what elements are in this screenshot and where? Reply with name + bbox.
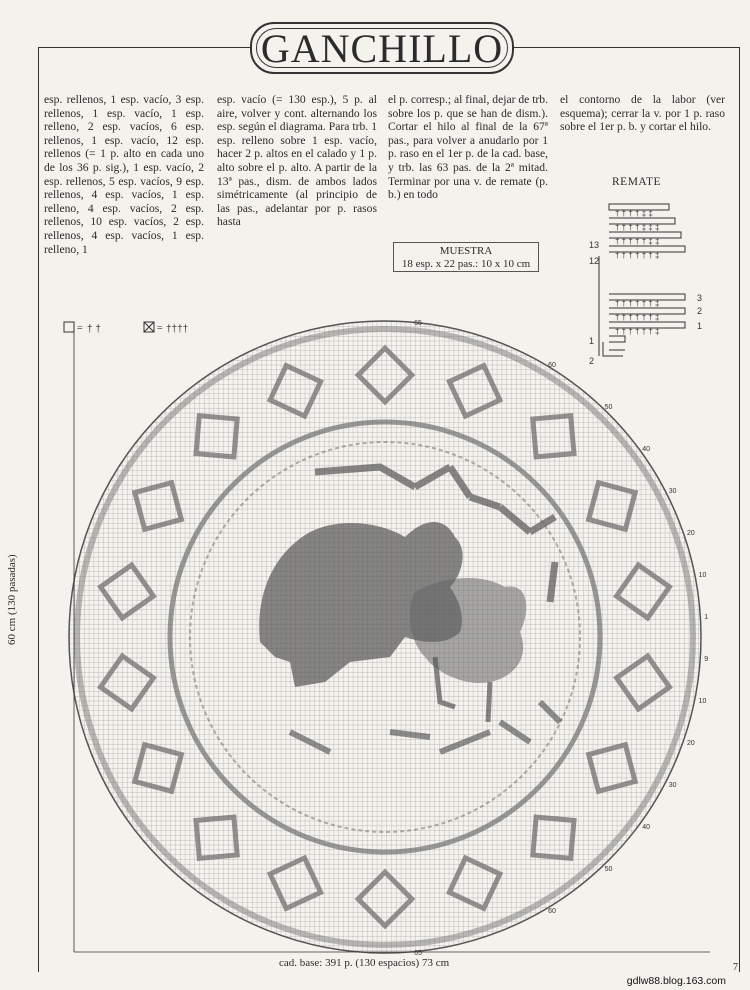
remate-label-3: 3: [697, 293, 703, 303]
four-crochet-icon: ††††: [166, 324, 189, 335]
svg-text:† † † † † † ‡: † † † † † † ‡: [615, 299, 660, 308]
column-text: esp. vacío (= 130 esp.), 5 p. al aire, volver y cont. alternando los esp. según el diagrama. Para trb. 1 esp. relleno sobre 1 esp. vacío, hacer 2 p. altos en el calado y 1 p. alto sobre el p. alto. A partir de la 13ª pas., dism. de ambos lados simétricamente (al principio de las pas., adelantar por p. rasos hasta: [217, 93, 377, 229]
row-mark: 60: [548, 908, 556, 915]
row-mark: 65: [414, 320, 422, 327]
double-crochet-icon: † †: [87, 324, 101, 335]
column-text: el contorno de la labor (ver esquema); cerrar la v. por 1 p. raso sobre el 1er p. b. y cortar el hilo.: [560, 93, 725, 134]
svg-text:† † † † † ‡ ‡: † † † † † ‡ ‡: [615, 237, 660, 246]
svg-text:† † † † † † ‡: † † † † † † ‡: [615, 313, 660, 322]
column-text: esp. rellenos, 1 esp. vacío, 3 esp. rellenos, 1 esp. vacío, 1 esp. relleno, 2 esp. vacíos, 6 esp. rellenos, 1 esp. vacío, 12 esp. rellenos (= 1 p. alto en cada uno de los 36 p. sig.), 1 esp. vacío, 2 esp. rellenos, 5 esp. vacíos, 9 esp. rellenos, 4 esp. vacíos, 1 esp. relleno, 4 esp. vacíos, 2 esp. rellenos, 10 esp. vacíos, 2 esp. rellenos, 4 esp. vacíos, 1 esp. relleno, 1: [44, 93, 204, 256]
title-box: [250, 22, 514, 74]
legend-equals-1: =: [77, 323, 83, 334]
text-column-2: [217, 93, 377, 229]
row-mark: 30: [668, 782, 677, 789]
remate-label-1a: 1: [697, 321, 703, 331]
row-mark: 1: [704, 614, 709, 621]
frame-left: [38, 47, 39, 972]
row-mark: 10: [698, 572, 707, 579]
frame-right: [739, 47, 740, 972]
svg-text:† † † † ‡ ‡: † † † † ‡ ‡: [615, 209, 653, 218]
row-mark: 60: [548, 362, 556, 369]
row-mark: 9: [704, 656, 709, 663]
row-mark: 10: [698, 698, 707, 705]
sample-title: MUESTRA: [439, 245, 493, 257]
row-mark: 40: [642, 446, 651, 453]
remate-label-2b: 2: [589, 356, 595, 366]
column-text: el p. corresp.; al final, dejar de trb. sobre los p. que se han de dism.). Cortar el hilo al final de la 67ª pas., para volver a anudarlo por 1 p. raso en el 1er p. de la cad. base, y trb. las 63 pas. de la 2ª mitad. Terminar por una v. de remate (p. b.) en todo: [388, 93, 548, 202]
text-column-3: [388, 93, 548, 202]
remate-label-2a: 2: [697, 306, 703, 316]
remate-title: REMATE: [612, 176, 661, 188]
svg-text:† † † † † † ‡: † † † † † † ‡: [615, 251, 660, 260]
text-column-1: [44, 93, 204, 256]
footer-url: gdlw88.blog.163.com: [626, 975, 726, 987]
row-mark: 20: [687, 530, 695, 537]
row-mark: 30: [668, 488, 677, 495]
row-mark: 50: [604, 866, 613, 873]
remate-label-1b: 1: [589, 336, 595, 346]
crochet-chart: [60, 312, 720, 962]
chart-base-label: cad. base: 391 p. (130 espacios) 73 cm: [275, 957, 453, 969]
row-mark: 65: [414, 950, 422, 957]
remate-label-13: 13: [589, 240, 600, 250]
svg-text:† † † † ‡ ‡ ‡: † † † † ‡ ‡ ‡: [615, 223, 660, 232]
chart-height-label: 60 cm (130 pasadas): [6, 554, 18, 645]
row-mark: 50: [604, 404, 613, 411]
legend-equals-2: =: [157, 323, 163, 334]
page-title: GANCHILLO: [260, 25, 504, 71]
sample-box: [393, 242, 539, 272]
row-mark: 40: [642, 824, 651, 831]
sample-text: 18 esp. x 22 pas.: 10 x 10 cm: [401, 258, 531, 270]
row-mark: 20: [687, 740, 695, 747]
page-number: 7: [733, 962, 738, 973]
remate-label-12: 12: [589, 256, 600, 266]
svg-text:† † † † † † ‡: † † † † † † ‡: [615, 327, 660, 336]
text-column-4: [560, 93, 725, 134]
